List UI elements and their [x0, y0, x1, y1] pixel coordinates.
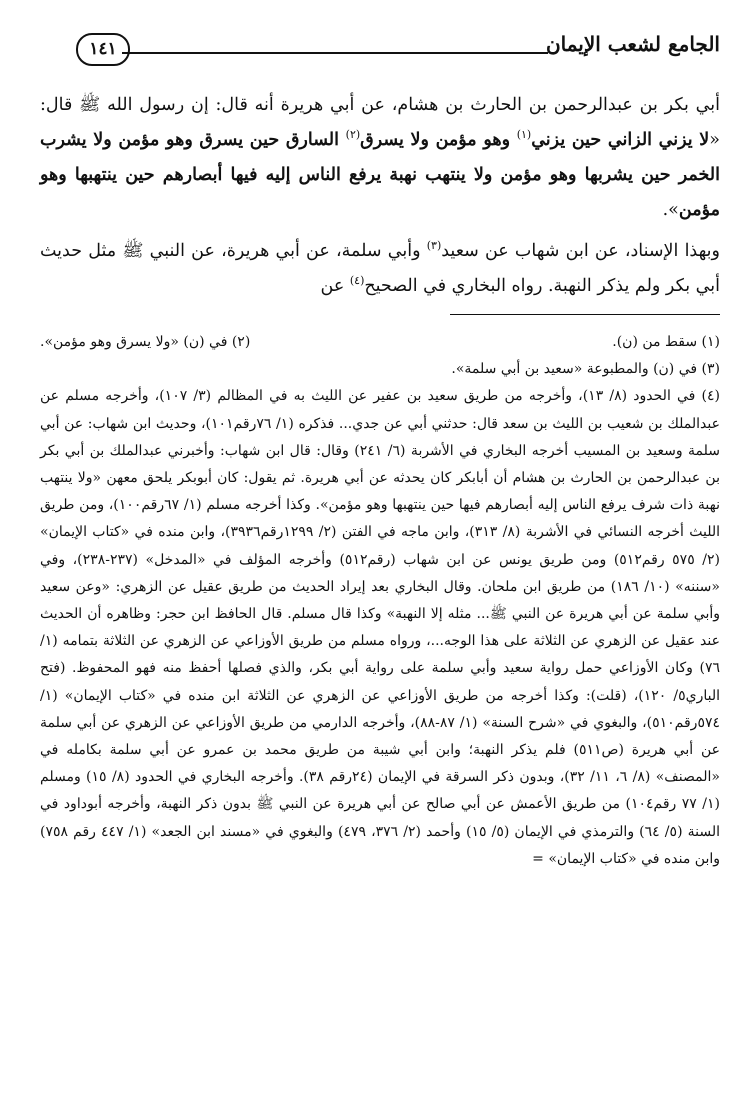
main-text	[40, 88, 720, 304]
footnote-marker-2: (٢)	[345, 128, 361, 142]
quote-end: ».	[662, 200, 679, 220]
footnote-3: (٣) في (ن) والمطبوعة «سعيد بن أبي سلمة».	[451, 361, 720, 378]
hadith-text-1: لا يزني الزاني حين يزني	[531, 130, 710, 150]
page	[40, 32, 720, 873]
footnote-marker-1: (١)	[516, 128, 532, 142]
second-paragraph	[40, 234, 720, 304]
header-rule	[122, 52, 548, 54]
paragraph-2-text-a: وبهذا الإسناد، عن ابن شهاب عن سعيد	[441, 241, 721, 261]
hadith-text-3: السارق حين يسرق وهو مؤمن ولا يشرب الخمر حين يشربها وهو مؤمن ولا ينتهب نهبة يرفع الناس إليه فيها أبصارهم حين ينتهبها وهو مؤمن	[40, 130, 720, 220]
paragraph-2-text-c: عن	[320, 276, 350, 296]
footnote-separator	[450, 314, 720, 315]
hadith-text-2: وهو مؤمن ولا يسرق	[360, 130, 517, 150]
footnote-1: (١) سقط من (ن).	[612, 334, 720, 350]
footnote-row	[40, 329, 720, 356]
hadith-paragraph	[40, 88, 720, 228]
footnote-2: (٢) في (ن) «ولا يسرق وهو مؤمن».	[40, 334, 251, 350]
paragraph-2-text-b: وأبي سلمة، عن أبي هريرة، عن النبي ﷺ مثل حديث أبي بكر ولم يذكر النهبة. رواه البخاري في الصحيح	[40, 241, 720, 296]
page-header	[40, 32, 720, 72]
footnote-marker-3: (٣)	[426, 239, 442, 253]
footnotes	[40, 329, 720, 873]
footnote-marker-4: (٤)	[349, 274, 365, 288]
page-number: ١٤١	[76, 33, 130, 66]
footnote-4: (٤) في الحدود (٨/ ١٣)، وأخرجه من طريق سعيد بن عفير عن الليث به في المظالم (٣/ ١٠٧)، وأخرجه مسلم عن عبدالملك بن شعيب بن الليث بن سعد قال: حدثني أبي عن جدي... فذكره (١/ ٧٦رقم١٠١)، وحديث ابن شهاب: عن أبي سلمة وسعيد بن المسيب أخرجه البخاري في الأشربة (٦/ ٢٤١) وقال: قال ابن شهاب: وأخبرني عبدالملك بن أبي بكر بن عبدالرحمن بن الحارث بن هشام أن أبابكر كان يحدثه عن أبي هريرة. ثم يقول: كان أبوبكر يلحق معهن «ولا ينتهب نهبة ذات شرف يرفع الناس إليه أبصارهم فيها حين ينتهبها وهو مؤمن». وكذا أخرجه مسلم (١/ ٦٧رقم١٠٠)، ومن طريق الليث أخرجه النسائي في الأشربة (٨/ ٣١٣)، وابن ماجه في الفتن (٢/ ١٢٩٩رقم٣٩٣٦)، وابن منده في «كتاب الإيمان» (٢/ ٥٧٥ رقم٥١٢) ومن طريق يونس عن ابن شهاب (رقم٥١٢) وأخرجه المؤلف في «المدخل» (٢٣٧-٢٣٨)، وفي «سننه» (١٠/ ١٨٦) من طريق ابن ملحان. وقال البخاري بعد إيراد الحديث من طريق عقيل عن الزهري: «وعن سعيد وأبي سلمة عن أبي هريرة عن النبي ﷺ... مثله إلا النهبة» وكذا قال مسلم. قال الحافظ ابن حجر: وظاهره أن الحديث عند عقيل عن الزهري عن الثلاثة على هذا الوجه...، ورواه مسلم من طريق الأوزاعي عن الزهري عن الثلاثة بتمامه (١/ ٧٦) وكان الأوزاعي حمل رواية سعيد وأبي سلمة على رواية أبي بكر، والذي فصلها أحفظ منه فهو المحفوظ. (فتح الباري٥/ ١٢٠)، (قلت): وكذا أخرجه من طريق الأوزاعي عن الزهري عن الثلاثة ابن منده في «كتاب الإيمان» (١/ ٥٧٤رقم٥١٠)، والبغوي في «شرح السنة» (١/ ٨٧-٨٨)، وأخرجه الدارمي من طريق الأوزاعي عن الزهري عن أبي سلمة عن أبي هريرة (ص٥١١) فلم يذكر النهبة؛ وابن أبي شيبة من طريق محمد بن عمرو عن أبي سلمة بكامله في «المصنف» (٨/ ٦، ١١/ ٣٢)، وبدون ذكر السرقة في الإيمان (٢٤رقم ٣٨). وأخرجه البخاري في الحدود (٨/ ١٥) ومسلم (١/ ٧٧ رقم١٠٤) من طريق الأعمش عن أبي صالح عن أبي هريرة عن النبي ﷺ بدون ذكر النهبة، وأخرجه أبوداود في السنة (٥/ ٦٤) والترمذي في الإيمان (٥/ ١٥) وأحمد (٢/ ٣٧٦، ٤٧٩) والبغوي في «مسند ابن الجعد» (١/ ٤٤٧ رقم ٧٥٨) وابن منده في «كتاب الإيمان» =	[40, 388, 721, 867]
isnad-text: أبي بكر بن عبدالرحمن بن الحارث بن هشام، عن أبي هريرة أنه قال: إن رسول الله ﷺ قال: «	[40, 95, 721, 150]
running-title: الجامع لشعب الإيمان	[545, 32, 720, 56]
